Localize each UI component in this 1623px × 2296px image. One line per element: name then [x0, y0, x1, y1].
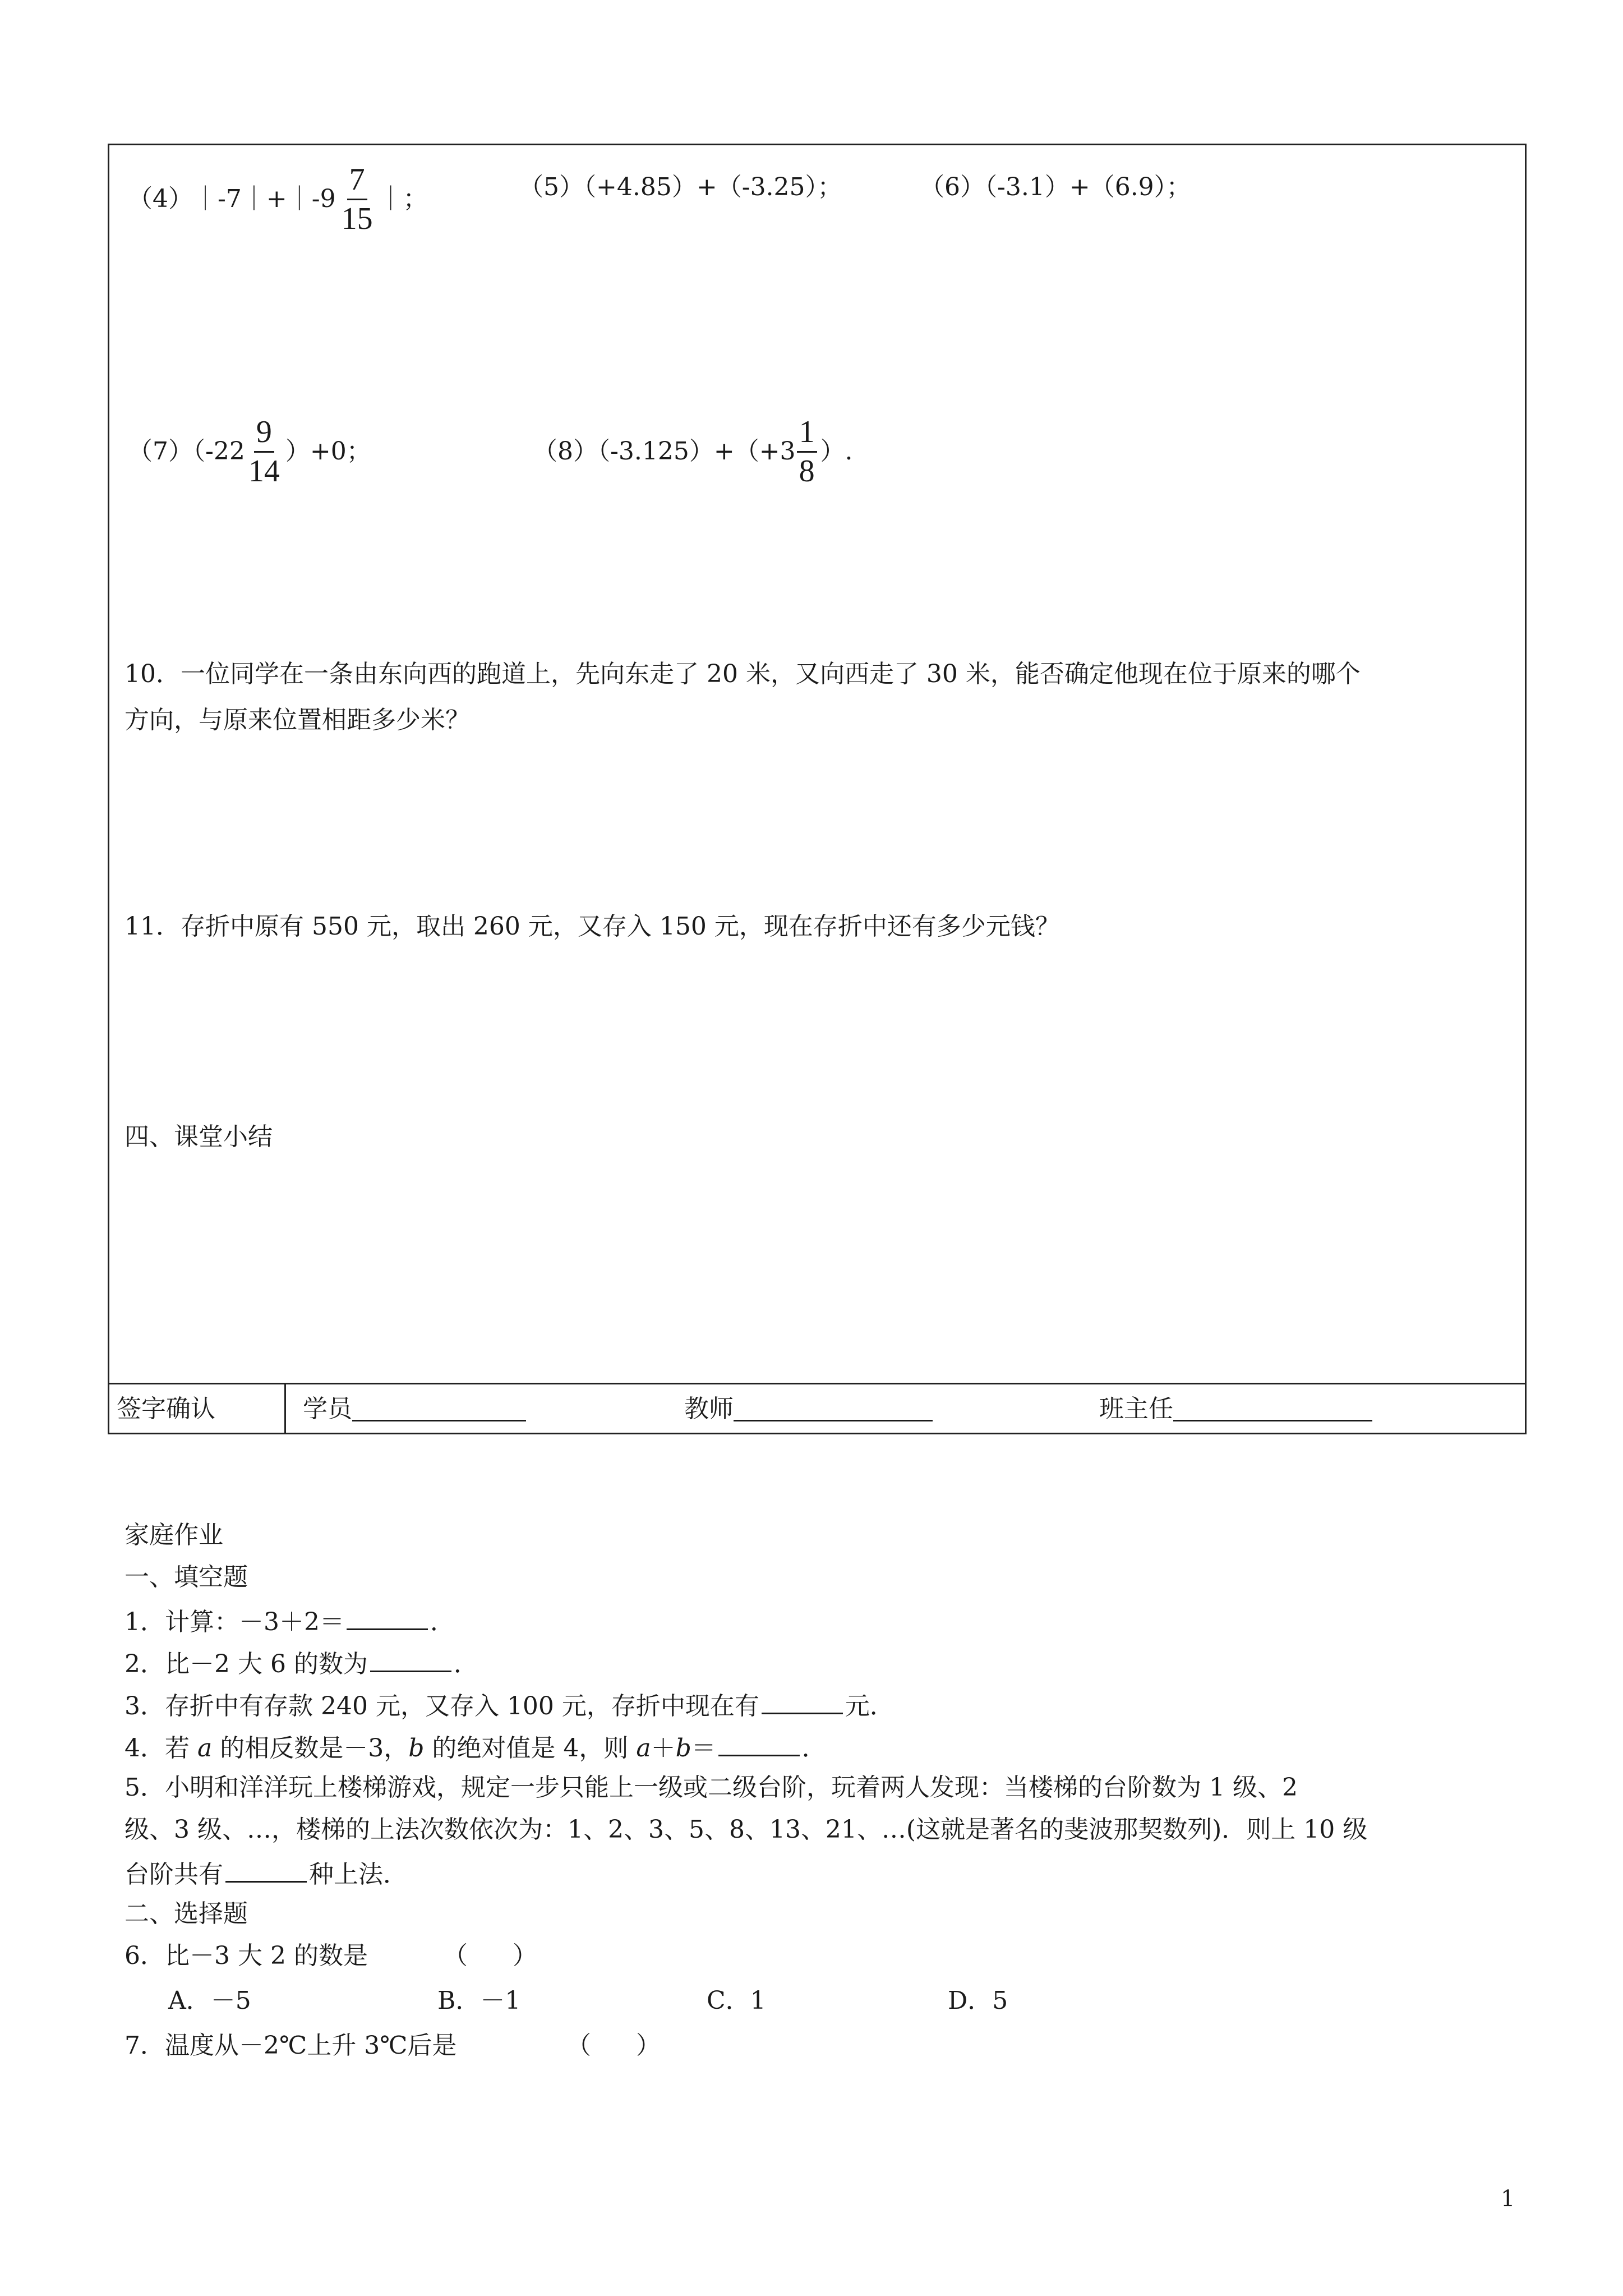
answer-blank[interactable]	[347, 1607, 428, 1630]
homework-q1-end: ．	[430, 1608, 455, 1636]
homework-q4-end: ．	[801, 1734, 827, 1763]
homework-q4-text: 的相反数是－3，	[212, 1734, 409, 1763]
problem-4-prefix: （4）｜-7｜+｜-9	[128, 185, 336, 213]
problem-7-prefix: （7）（-22	[128, 437, 245, 466]
page-number: 1	[1501, 2186, 1515, 2212]
equals-sign: ＝	[691, 1734, 716, 1763]
teacher-label: 教师	[684, 1395, 734, 1423]
head-teacher-signature	[1099, 1397, 1372, 1421]
homework-q3-text: 3．存折中有存款 240 元，又存入 100 元，存折中现在有	[125, 1692, 759, 1720]
homework-q2-text: 2．比－2 大 6 的数为	[125, 1650, 368, 1678]
answer-blank[interactable]	[718, 1733, 800, 1756]
homework-q5-text: 台阶共有	[125, 1860, 223, 1889]
multiple-choice-heading: 二、选择题	[125, 1899, 248, 1928]
fraction-9-14	[246, 416, 282, 488]
variable-a: a	[197, 1734, 213, 1763]
problem-8-prefix: （8）（-3.125）+（+3	[533, 437, 796, 466]
homework-q2-end: ．	[453, 1650, 478, 1678]
option-b[interactable]: B．－1	[437, 1986, 521, 2015]
paren-close: ）	[513, 1941, 537, 1970]
student-signature	[303, 1397, 526, 1421]
problem-5: （5）（+4.85）+（-3.25）；	[519, 173, 842, 201]
homework-q6	[125, 1941, 368, 1970]
teacher-signature-line[interactable]	[734, 1397, 933, 1421]
problem-7-suffix: ）+0；	[285, 437, 371, 466]
homework-q7-answer-paren	[566, 2033, 661, 2058]
answer-blank[interactable]	[762, 1691, 843, 1714]
homework-q6-text: 6．比－3 大 2 的数是	[125, 1941, 368, 1970]
fraction-denominator: 14	[248, 453, 280, 489]
question-10-line-1: 10．一位同学在一条由东向西的跑道上，先向东走了 20 米，又向西走了 30 米，能否确定他现在位于原来的哪个	[125, 660, 1361, 688]
problem-4-suffix: ｜；	[378, 185, 428, 213]
fraction-1-8	[797, 416, 817, 488]
student-label: 学员	[303, 1395, 352, 1423]
fill-in-heading: 一、填空题	[125, 1563, 248, 1591]
homework-q3-end: 元．	[845, 1692, 895, 1720]
homework-q4-text: 的绝对值是 4，则	[424, 1734, 637, 1763]
fraction-numerator: 9	[254, 416, 274, 453]
paren-close: ）	[636, 2031, 661, 2060]
homework-q6-answer-paren	[443, 1941, 537, 1970]
section-summary-heading: 四、课堂小结	[125, 1122, 273, 1151]
problem-8	[533, 415, 853, 488]
homework-q4-text: 4．若	[125, 1734, 197, 1763]
fraction-denominator: 15	[341, 201, 373, 236]
variable-b: b	[675, 1734, 691, 1763]
head-teacher-signature-line[interactable]	[1173, 1397, 1372, 1421]
homework-q5-line-2: 级、3 级、…，楼梯的上法次数依次为：1、2、3、5、8、13、21、…(这就是著名的斐波那契数列)．则上 10 级	[125, 1815, 1368, 1844]
question-11: 11．存折中原有 550 元，取出 260 元，又存入 150 元，现在存折中还有多少元钱？	[125, 912, 1060, 941]
paren-open: （	[443, 1941, 468, 1970]
option-d[interactable]: D．5	[948, 1986, 1008, 2015]
variable-b: b	[408, 1734, 425, 1763]
homework-q4	[125, 1733, 827, 1761]
exercise-box	[108, 144, 1527, 1384]
homework-q5-line-1: 5．小明和洋洋玩上楼梯游戏，规定一步只能上一级或二级台阶，玩着两人发现：当楼梯的台阶数为 1 级、2	[125, 1773, 1298, 1802]
homework-q1-text: 1．计算：－3＋2＝	[125, 1608, 344, 1636]
variable-a: a	[636, 1734, 651, 1763]
answer-blank[interactable]	[370, 1649, 451, 1672]
paren-open: （	[566, 2031, 591, 2060]
problem-4	[128, 162, 428, 236]
head-teacher-label: 班主任	[1099, 1395, 1173, 1423]
signature-label: 签字确认	[117, 1395, 215, 1423]
homework-q5-line-3	[125, 1860, 408, 1887]
fraction-denominator: 8	[799, 453, 815, 489]
fraction-numerator: 7	[347, 163, 367, 200]
problem-6: （6）（-3.1）+（6.9）；	[920, 173, 1191, 201]
question-10-line-2: 方向，与原来位置相距多少米？	[125, 706, 470, 734]
signature-divider	[284, 1383, 286, 1433]
homework-q2	[125, 1649, 478, 1677]
problem-7	[128, 415, 371, 488]
problem-8-suffix: ）.	[820, 437, 853, 466]
homework-q5-end: 种上法．	[309, 1860, 408, 1889]
fraction-numerator: 1	[797, 416, 817, 453]
option-a[interactable]: A．－5	[168, 1986, 251, 2015]
homework-q3	[125, 1691, 895, 1719]
homework-q1	[125, 1607, 455, 1635]
teacher-signature	[684, 1397, 933, 1421]
homework-title: 家庭作业	[125, 1521, 223, 1549]
homework-q7: 7．温度从－2℃上升 3℃后是	[125, 2031, 457, 2060]
plus-sign: ＋	[651, 1734, 676, 1763]
student-signature-line[interactable]	[352, 1397, 526, 1421]
answer-blank[interactable]	[225, 1860, 307, 1883]
fraction-7-15	[339, 163, 375, 236]
option-c[interactable]: C．1	[707, 1986, 766, 2015]
